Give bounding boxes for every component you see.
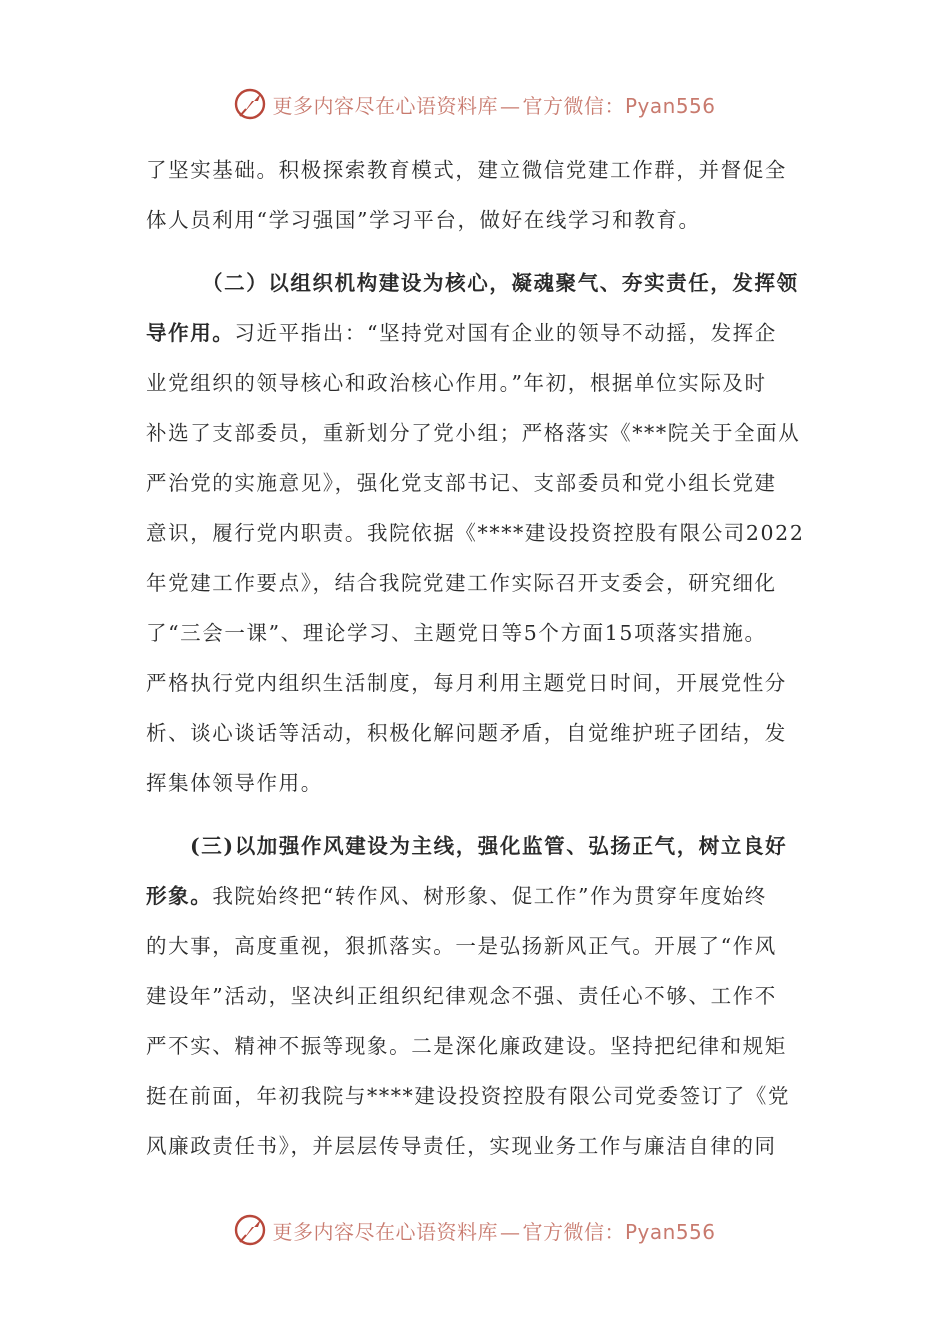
section-heading-line: (三)以加强作风建设为主线，强化监管、弘扬正气，树立良好 (190, 834, 788, 858)
text-line: 挺在前面，年初我院与****建设投资控股有限公司党委签订了《党 (146, 1084, 791, 1108)
text-line: 挥集体领导作用。 (146, 771, 323, 795)
section-heading-line: （二）以组织机构建设为核心，凝魂聚气、夯实责任，发挥领 (202, 271, 799, 295)
watermark-text: 更多内容尽在心语资料库 — 官方微信：Pyan556 (272, 1219, 716, 1244)
text-line: 业党组织的领导核心和政治核心作用。”年初，根据单位实际及时 (146, 371, 767, 395)
text-line: 意识，履行党内职责。我院依据《****建设投资控股有限公司2022 (146, 521, 805, 545)
text-line: 严治党的实施意见》，强化党支部书记、支部委员和党小组长党建 (146, 471, 777, 495)
footer-watermark (0, 1210, 950, 1250)
header-watermark (0, 84, 950, 124)
quill-logo-icon (234, 87, 268, 121)
text-line: 了“三会一课”、理论学习、主题党日等5个方面15项落实措施。 (146, 621, 767, 645)
text-line: 形象。我院始终把“转作风、树形象、促工作”作为贯穿年度始终 (146, 884, 767, 908)
watermark-text: 更多内容尽在心语资料库 — 官方微信：Pyan556 (272, 93, 716, 118)
text-line: 严格执行党内组织生活制度，每月利用主题党日时间，开展党性分 (146, 671, 787, 695)
section-heading-tail: 导作用。 (146, 321, 235, 345)
text-line: 体人员利用“学习强国”学习平台，做好在线学习和教育。 (146, 208, 701, 232)
text-line: 析、谈心谈话等活动，积极化解问题矛盾，自觉维护班子团结，发 (146, 721, 787, 745)
document-body (146, 145, 805, 1171)
section-heading-tail: 形象。 (146, 884, 213, 908)
text-line: 补选了支部委员，重新划分了党小组；严格落实《***院关于全面从 (146, 421, 801, 445)
text-line: 导作用。习近平指出：“坚持党对国有企业的领导不动摇，发挥企 (146, 321, 777, 345)
text-line: 建设年”活动，坚决纠正组织纪律观念不强、责任心不够、工作不 (146, 984, 777, 1008)
text-line: 的大事，高度重视，狠抓落实。一是弘扬新风正气。开展了“作风 (146, 934, 777, 958)
text-line: 严不实、精神不振等现象。二是深化廉政建设。坚持把纪律和规矩 (146, 1034, 787, 1058)
text-line: 年党建工作要点》，结合我院党建工作实际召开支委会，研究细化 (146, 571, 777, 595)
quill-logo-icon (234, 1213, 268, 1247)
text-line: 了坚实基础。积极探索教育模式，建立微信党建工作群，并督促全 (146, 158, 787, 182)
text-line: 风廉政责任书》，并层层传导责任，实现业务工作与廉洁自律的同 (146, 1134, 777, 1158)
